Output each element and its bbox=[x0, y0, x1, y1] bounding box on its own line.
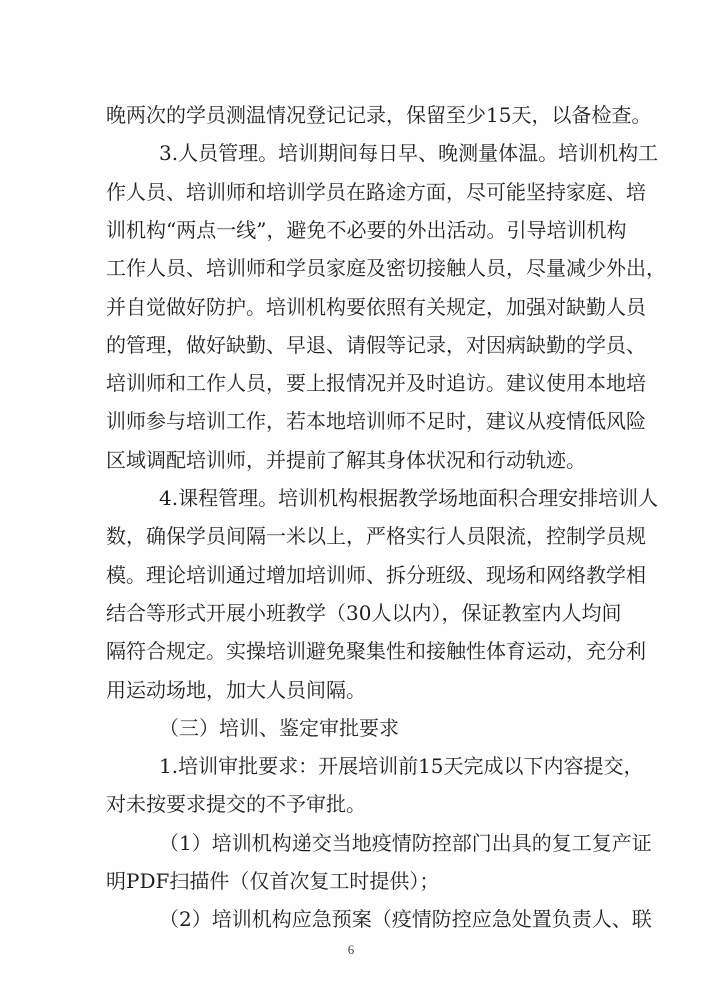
line-text: 培训师和工作人员，要上报情况并及时追访。建议使用本地培 bbox=[106, 371, 646, 395]
line-text: （1）培训机构递交当地疫情防控部门出具的复工复产证 bbox=[159, 831, 652, 855]
line-text: 训师参与培训工作，若本地培训师不足时，建议从疫情低风险 bbox=[106, 409, 646, 433]
page-number: 6 bbox=[347, 942, 355, 957]
line-text: 晚两次的学员测温情况登记记录，保留至少15天，以备检查。 bbox=[106, 103, 652, 127]
line-text: 明PDF扫描件（仅首次复工时提供）； bbox=[106, 869, 440, 893]
line-text: 区域调配培训师，并提前了解其身体状况和行动轨迹。 bbox=[106, 448, 586, 472]
line-text: 数，确保学员间隔一米以上，严格实行人员限流，控制学员规 bbox=[106, 524, 646, 548]
line-text: 用运动场地，加大人员间隔。 bbox=[106, 678, 366, 702]
line-text: 3.人员管理。培训期间每日早、晚测量体温。培训机构工 bbox=[159, 141, 659, 165]
line-text: 对未按要求提交的不予审批。 bbox=[106, 792, 366, 816]
line-text: （三）培训、鉴定审批要求 bbox=[159, 716, 399, 740]
line-text: 模。理论培训通过增加培训师、拆分班级、现场和网络教学相 bbox=[106, 563, 646, 587]
line-text: 工作人员、培训师和学员家庭及密切接触人员，尽量减少外出， bbox=[106, 256, 666, 280]
line-text: 训机构“两点一线”，避免不必要的外出活动。引导培训机构 bbox=[106, 218, 627, 242]
line-text: 隔符合规定。实操培训避免聚集性和接触性体育运动，充分利 bbox=[106, 639, 646, 663]
line-text: 1.培训审批要求：开展培训前15天完成以下内容提交， bbox=[159, 754, 644, 778]
line-text: 4.课程管理。培训机构根据教学场地面积合理安排培训人 bbox=[159, 486, 659, 510]
line-text: 的管理，做好缺勤、早退、请假等记录，对因病缺勤的学员、 bbox=[106, 333, 646, 357]
line-text: 结合等形式开展小班教学（30人以内），保证教室内人均间 bbox=[106, 601, 622, 625]
line-text: 作人员、培训师和培训学员在路途方面，尽可能坚持家庭、培 bbox=[106, 180, 646, 204]
line-text: 并自觉做好防护。培训机构要依照有关规定，加强对缺勤人员 bbox=[106, 295, 646, 319]
line-text: （2）培训机构应急预案（疫情防控应急处置负责人、联 bbox=[159, 907, 652, 931]
